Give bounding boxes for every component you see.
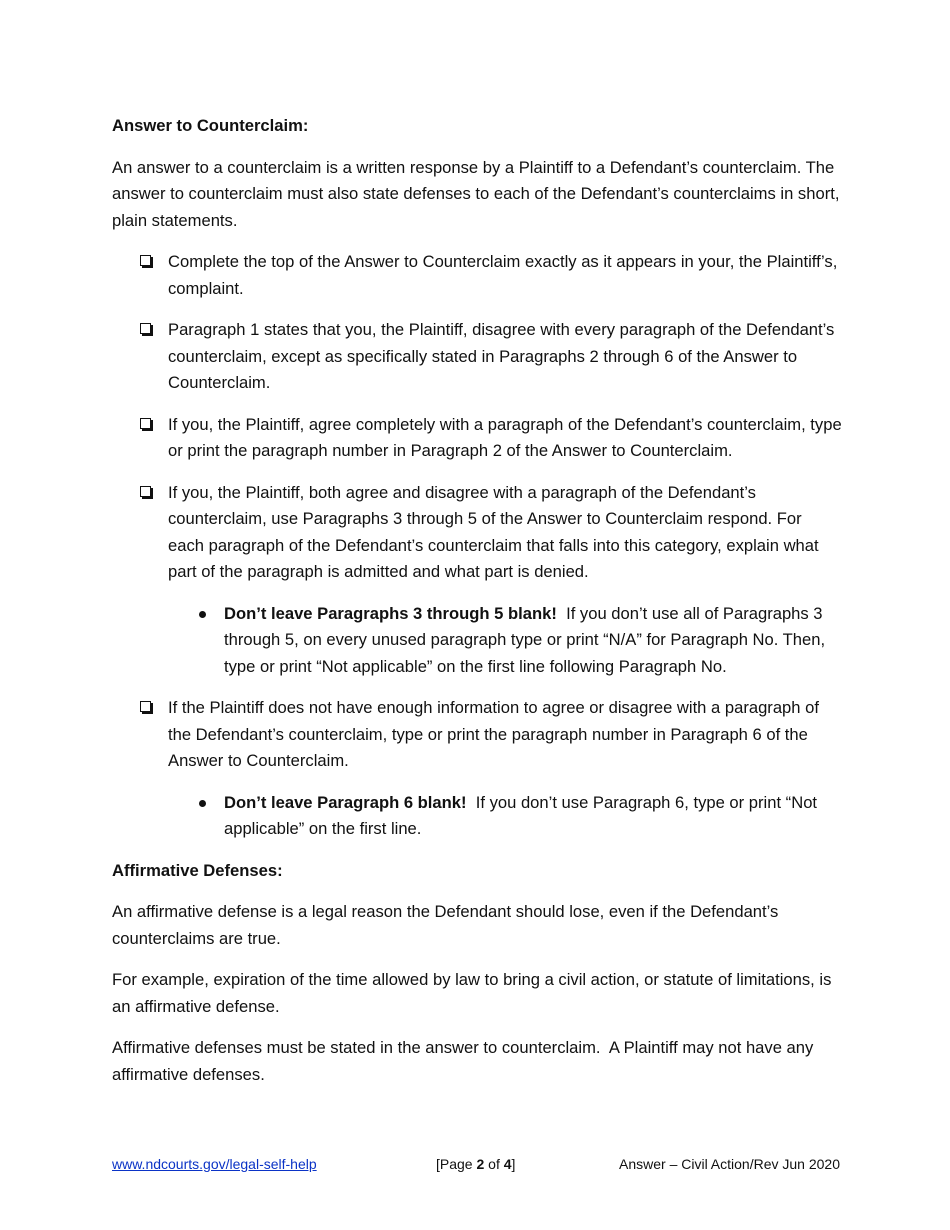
page-of: of <box>484 1156 504 1172</box>
bullet-warning: Don’t leave Paragraph 6 blank! <box>224 792 467 812</box>
section-heading-answer: Answer to Counterclaim: <box>112 116 309 135</box>
checklist-item <box>112 412 842 465</box>
checkbox-icon <box>140 323 151 334</box>
form-id: Answer – Civil Action/Rev Jun 2020 <box>619 1156 840 1172</box>
intro-paragraph: An answer to a counterclaim is a written response by a Plaintiff to a Defendant’s counterclaim. The answer to counterclaim must also state defenses to each of the Defendant’s counterclaims in short, plain statements. <box>112 157 840 230</box>
section-heading-affirmative: Affirmative Defenses: <box>112 860 283 880</box>
checklist-item-text: Paragraph 1 states that you, the Plaintiff, disagree with every paragraph of the Defendant’s counterclaim, except as specifically stated in Paragraphs 2 through 6 of the Answer to Counterclaim. <box>168 320 835 392</box>
page-prefix: [Page <box>436 1156 477 1172</box>
checklist-item <box>112 695 842 775</box>
checkbox-icon <box>140 701 151 712</box>
checkbox-icon <box>140 418 151 429</box>
bullet-icon <box>199 800 206 807</box>
bullet-item <box>112 601 842 681</box>
page-total: 4 <box>503 1156 512 1172</box>
bullet-text: If you don’t use Paragraph 6, type or print “Not applicable” on the first line. <box>224 792 822 838</box>
bullet-warning: Don’t leave Paragraphs 3 through 5 blank! <box>224 603 557 623</box>
document-body <box>112 113 842 1103</box>
bullet-icon <box>199 611 206 618</box>
page-number <box>436 1155 515 1173</box>
checklist-item <box>112 249 842 302</box>
checkbox-icon <box>140 486 151 497</box>
checklist-item-text: If you, the Plaintiff, agree completely with a paragraph of the Defendant’s counterclaim, type or print the paragraph number in Paragraph 2 of the Answer to Counterclaim. <box>168 414 842 460</box>
checkbox-icon <box>140 255 151 266</box>
checklist-item-text: Complete the top of the Answer to Counterclaim exactly as it appears in your, the Plaintiff’s, complaint. <box>168 252 838 298</box>
checklist-item-text: If the Plaintiff does not have enough information to agree or disagree with a paragraph of the Defendant’s counterclaim, type or print the paragraph number in Paragraph 6 of the Answer to Counterclaim. <box>168 698 819 770</box>
body-paragraph: For example, expiration of the time allowed by law to bring a civil action, or statute of limitations, is an affirmative defense. <box>112 970 832 1016</box>
checklist-item <box>112 480 842 586</box>
body-paragraph: Affirmative defenses must be stated in the answer to counterclaim. A Plaintiff may not have any affirmative defenses. <box>112 1038 818 1084</box>
bullet-text: If you don’t use all of Paragraphs 3 through 5, on every unused paragraph type or print “N/A” for Paragraph No. Then, type or print “Not applicable” on the first line following Paragraph No. <box>224 603 830 676</box>
page-suffix: ] <box>511 1156 516 1172</box>
page-footer <box>112 1155 840 1175</box>
checklist-item <box>112 317 842 397</box>
footer-link[interactable]: www.ndcourts.gov/legal-self-help <box>112 1156 317 1172</box>
page-current: 2 <box>476 1156 485 1172</box>
bullet-item <box>112 790 842 843</box>
body-paragraph: An affirmative defense is a legal reason the Defendant should lose, even if the Defendant’s counterclaims are true. <box>112 902 779 948</box>
checklist-item-text: If you, the Plaintiff, both agree and disagree with a paragraph of the Defendant’s counterclaim, use Paragraphs 3 through 5 of the Answer to Counterclaim respond. For each paragraph of the Defendant’s counterclaim that falls into this category, explain what part of the paragraph is admitted and what part is denied. <box>168 482 819 581</box>
